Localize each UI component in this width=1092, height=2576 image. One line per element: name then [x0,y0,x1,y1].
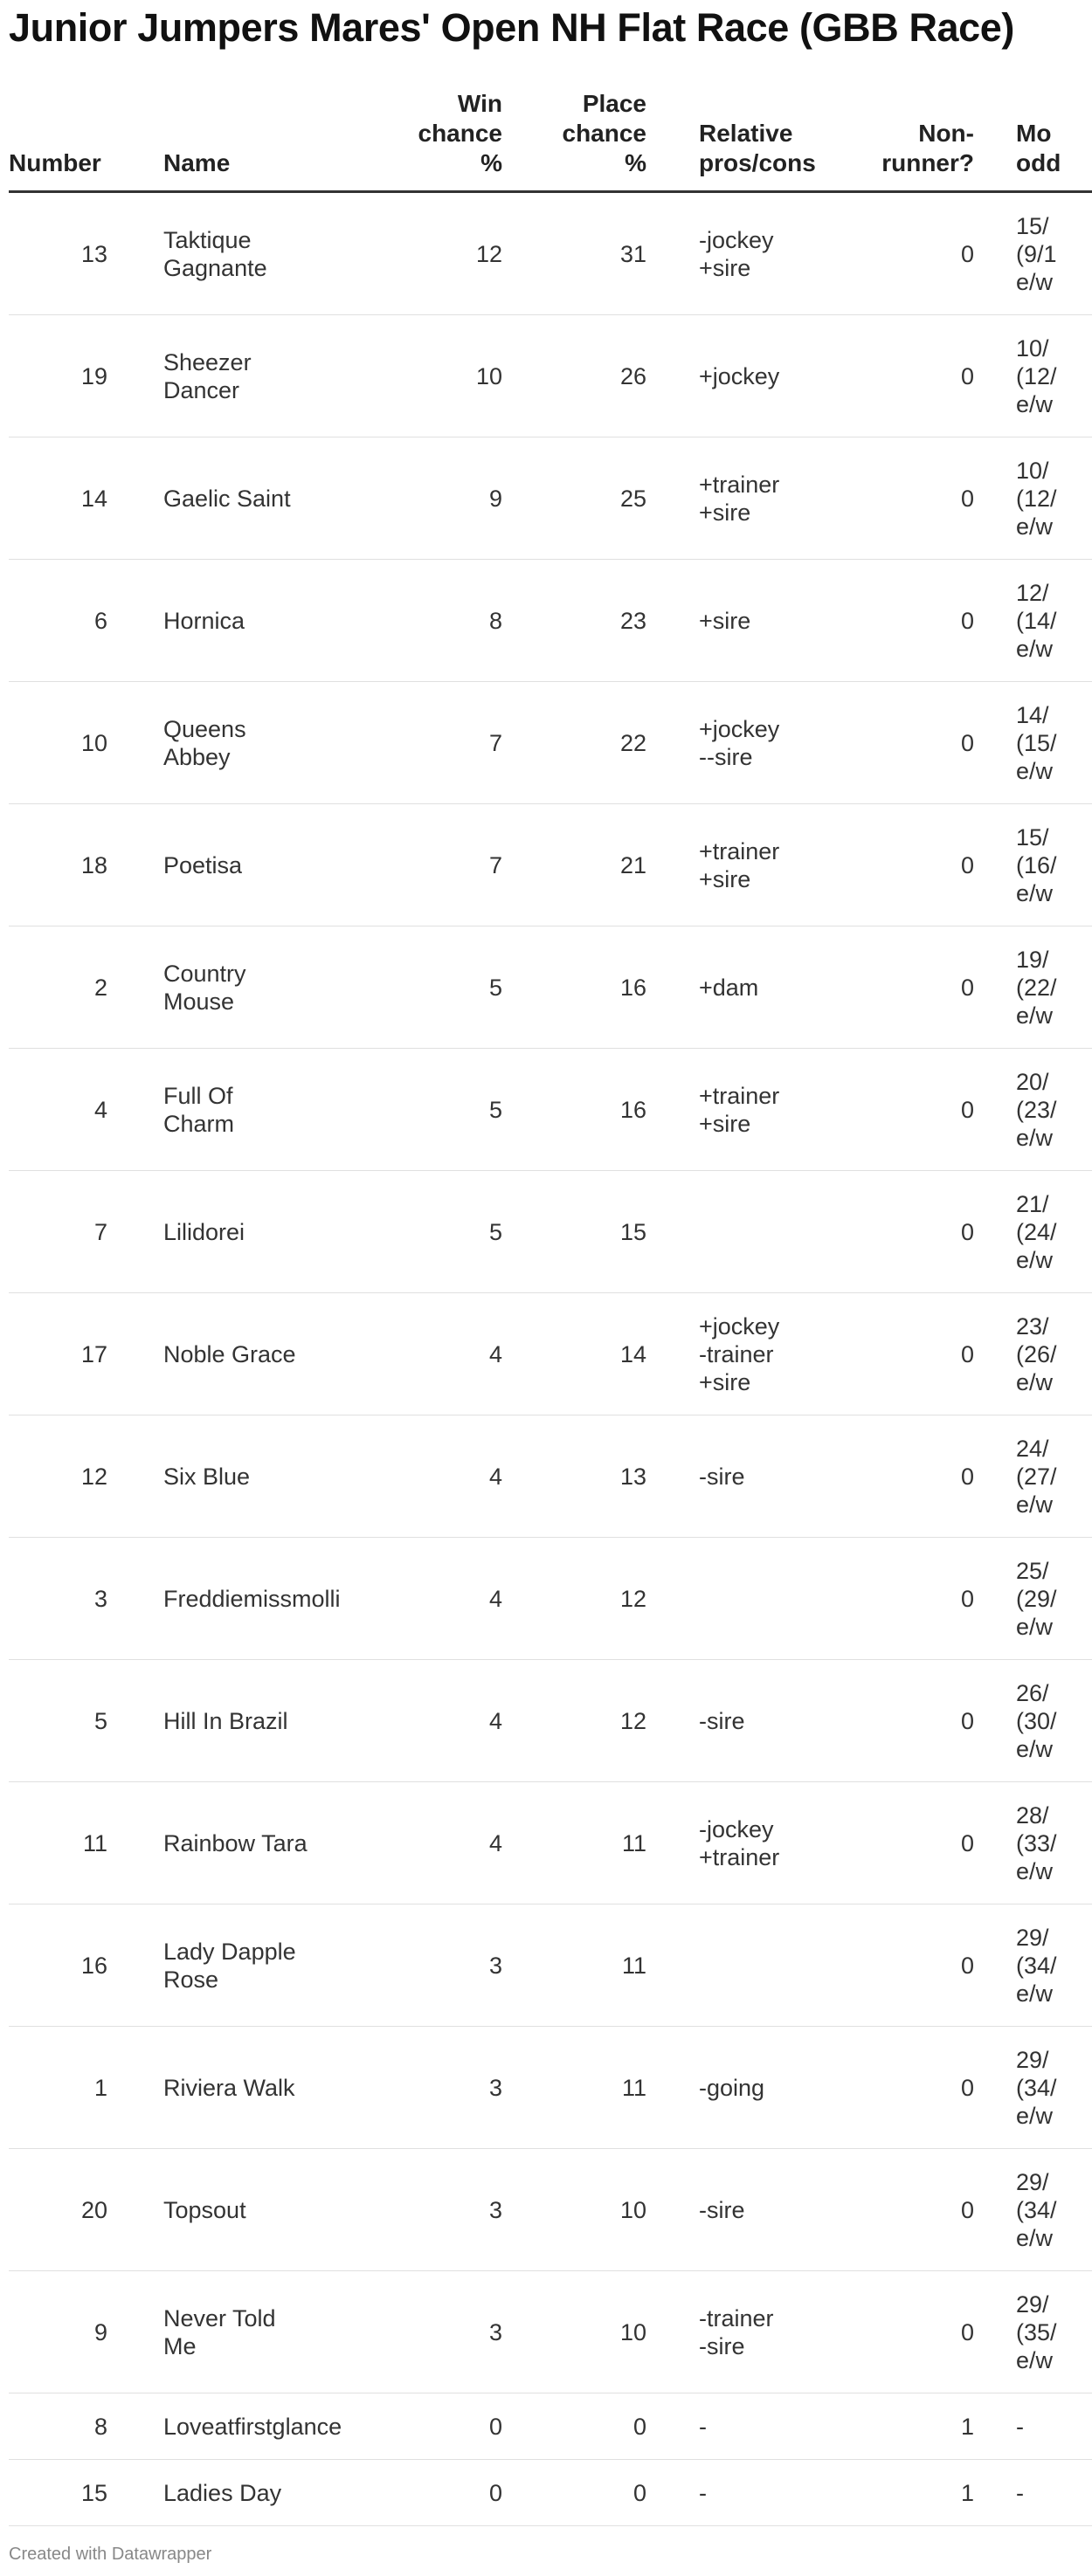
cell-non-runner: 0 [817,1415,974,1538]
cell-relative: -going [646,2027,817,2149]
cell-odds: 19/ (22/ e/w [974,926,1092,1049]
cell-name: Sheezer Dancer [114,315,310,437]
cell-name: Gaelic Saint [114,437,310,560]
cell-win-chance: 0 [310,2393,502,2460]
cell-non-runner: 0 [817,1904,974,2027]
cell-number: 6 [9,560,114,682]
cell-name: Freddiemissmolli [114,1538,310,1660]
cell-win-chance: 12 [310,192,502,315]
column-header-label: Win chance % [418,90,502,176]
cell-relative: -trainer -sire [646,2271,817,2393]
cell-odds: 26/ (30/ e/w [974,1660,1092,1782]
cell-non-runner: 0 [817,926,974,1049]
footer-credit: Created with Datawrapper [9,2545,212,2564]
cell-odds: 29/ (34/ e/w [974,2149,1092,2271]
cell-win-chance: 3 [310,1904,502,2027]
cell-non-runner: 0 [817,682,974,804]
cell-win-chance: 4 [310,1293,502,1415]
cell-number: 17 [9,1293,114,1415]
table-row [9,2271,1092,2393]
cell-place-chance: 16 [502,1049,646,1171]
cell-place-chance: 25 [502,437,646,560]
table-row [9,1049,1092,1171]
cell-relative: - [646,2460,817,2526]
cell-relative: +jockey -trainer +sire [646,1293,817,1415]
column-header-win-chance[interactable] [310,89,502,192]
cell-name: Six Blue [114,1415,310,1538]
cell-place-chance: 14 [502,1293,646,1415]
cell-name: Loveatfirstglance [114,2393,310,2460]
cell-non-runner: 0 [817,315,974,437]
cell-win-chance: 5 [310,1049,502,1171]
cell-relative [646,1538,817,1660]
cell-number: 19 [9,315,114,437]
cell-name: Ladies Day [114,2460,310,2526]
cell-number: 4 [9,1049,114,1171]
column-header-relative[interactable] [646,89,817,192]
cell-place-chance: 11 [502,1904,646,2027]
cell-odds: 10/ (12/ e/w [974,437,1092,560]
cell-non-runner: 0 [817,1782,974,1904]
cell-place-chance: 26 [502,315,646,437]
table-row [9,804,1092,926]
cell-place-chance: 11 [502,2027,646,2149]
column-header-label: Non- runner? [881,120,974,176]
cell-name: Hornica [114,560,310,682]
cell-place-chance: 13 [502,1415,646,1538]
table-row [9,1660,1092,1782]
table-row [9,1538,1092,1660]
table-row [9,926,1092,1049]
column-header-non-runner[interactable] [817,89,974,192]
cell-non-runner: 1 [817,2393,974,2460]
cell-odds: 10/ (12/ e/w [974,315,1092,437]
table-row [9,192,1092,315]
cell-place-chance: 12 [502,1538,646,1660]
cell-odds: 14/ (15/ e/w [974,682,1092,804]
cell-place-chance: 16 [502,926,646,1049]
cell-non-runner: 0 [817,2027,974,2149]
cell-odds: 29/ (34/ e/w [974,2027,1092,2149]
cell-place-chance: 15 [502,1171,646,1293]
cell-win-chance: 3 [310,2027,502,2149]
cell-number: 2 [9,926,114,1049]
cell-odds: 23/ (26/ e/w [974,1293,1092,1415]
cell-non-runner: 0 [817,1293,974,1415]
cell-odds: 15/ (9/1 e/w [974,192,1092,315]
cell-win-chance: 5 [310,926,502,1049]
cell-number: 10 [9,682,114,804]
cell-name: Rainbow Tara [114,1782,310,1904]
table-row [9,315,1092,437]
cell-relative: -sire [646,1415,817,1538]
cell-odds: 12/ (14/ e/w [974,560,1092,682]
cell-number: 16 [9,1904,114,2027]
cell-number: 11 [9,1782,114,1904]
cell-number: 18 [9,804,114,926]
cell-name: Never Told Me [114,2271,310,2393]
table-row [9,437,1092,560]
cell-place-chance: 0 [502,2393,646,2460]
cell-odds: - [974,2460,1092,2526]
cell-win-chance: 8 [310,560,502,682]
cell-odds: 24/ (27/ e/w [974,1415,1092,1538]
cell-number: 7 [9,1171,114,1293]
table-row [9,1293,1092,1415]
cell-number: 3 [9,1538,114,1660]
cell-non-runner: 0 [817,192,974,315]
cell-place-chance: 31 [502,192,646,315]
cell-number: 15 [9,2460,114,2526]
table-row [9,1904,1092,2027]
cell-odds: 29/ (34/ e/w [974,1904,1092,2027]
cell-relative: +jockey [646,315,817,437]
cell-relative: +trainer +sire [646,804,817,926]
cell-number: 14 [9,437,114,560]
cell-relative: +trainer +sire [646,437,817,560]
cell-non-runner: 0 [817,560,974,682]
cell-number: 13 [9,192,114,315]
cell-non-runner: 0 [817,804,974,926]
cell-relative: +sire [646,560,817,682]
page-title: Junior Jumpers Mares' Open NH Flat Race (GBB Race) [9,5,1015,50]
cell-win-chance: 7 [310,682,502,804]
cell-win-chance: 4 [310,1782,502,1904]
cell-name: Poetisa [114,804,310,926]
table-row [9,1782,1092,1904]
cell-number: 5 [9,1660,114,1782]
table-row [9,682,1092,804]
cell-win-chance: 7 [310,804,502,926]
race-table-container [9,89,1066,2526]
cell-place-chance: 10 [502,2271,646,2393]
cell-win-chance: 0 [310,2460,502,2526]
cell-non-runner: 1 [817,2460,974,2526]
cell-place-chance: 23 [502,560,646,682]
cell-win-chance: 10 [310,315,502,437]
cell-relative: - [646,2393,817,2460]
cell-relative: +jockey --sire [646,682,817,804]
cell-number: 12 [9,1415,114,1538]
column-header-label: Name [163,149,231,176]
table-row [9,2393,1092,2460]
cell-non-runner: 0 [817,1660,974,1782]
table-body [9,192,1092,2526]
cell-win-chance: 4 [310,1415,502,1538]
cell-place-chance: 12 [502,1660,646,1782]
cell-non-runner: 0 [817,1049,974,1171]
table-row [9,2027,1092,2149]
cell-odds: 20/ (23/ e/w [974,1049,1092,1171]
cell-relative: -sire [646,1660,817,1782]
cell-place-chance: 11 [502,1782,646,1904]
cell-name: Queens Abbey [114,682,310,804]
cell-odds: 29/ (35/ e/w [974,2271,1092,2393]
cell-non-runner: 0 [817,1538,974,1660]
cell-win-chance: 5 [310,1171,502,1293]
cell-win-chance: 3 [310,2271,502,2393]
cell-relative: -jockey +sire [646,192,817,315]
column-header-label: Mo odd [1016,120,1061,176]
cell-name: Noble Grace [114,1293,310,1415]
cell-odds: 28/ (33/ e/w [974,1782,1092,1904]
column-header-label: Number [9,149,101,176]
cell-relative: +dam [646,926,817,1049]
cell-relative [646,1904,817,2027]
cell-name: Riviera Walk [114,2027,310,2149]
cell-odds: 15/ (16/ e/w [974,804,1092,926]
cell-place-chance: 22 [502,682,646,804]
cell-win-chance: 4 [310,1538,502,1660]
column-header-name[interactable] [114,89,310,192]
cell-odds: - [974,2393,1092,2460]
cell-non-runner: 0 [817,437,974,560]
cell-odds: 21/ (24/ e/w [974,1171,1092,1293]
cell-odds: 25/ (29/ e/w [974,1538,1092,1660]
cell-relative: -sire [646,2149,817,2271]
table-row [9,1415,1092,1538]
column-header-odds[interactable] [974,89,1092,192]
cell-name: Hill In Brazil [114,1660,310,1782]
cell-win-chance: 4 [310,1660,502,1782]
table-row [9,560,1092,682]
column-header-place-chance[interactable] [502,89,646,192]
cell-number: 20 [9,2149,114,2271]
cell-non-runner: 0 [817,2271,974,2393]
cell-relative: +trainer +sire [646,1049,817,1171]
table-row [9,2460,1092,2526]
cell-relative [646,1171,817,1293]
cell-name: Taktique Gagnante [114,192,310,315]
cell-non-runner: 0 [817,2149,974,2271]
cell-place-chance: 0 [502,2460,646,2526]
table-row [9,1171,1092,1293]
cell-number: 8 [9,2393,114,2460]
cell-number: 1 [9,2027,114,2149]
cell-place-chance: 21 [502,804,646,926]
cell-name: Country Mouse [114,926,310,1049]
race-table [9,89,1092,2526]
cell-place-chance: 10 [502,2149,646,2271]
cell-number: 9 [9,2271,114,2393]
cell-win-chance: 9 [310,437,502,560]
column-header-label: Relative pros/cons [699,120,816,176]
cell-non-runner: 0 [817,1171,974,1293]
cell-relative: -jockey +trainer [646,1782,817,1904]
table-header [9,89,1092,192]
cell-name: Lady Dapple Rose [114,1904,310,2027]
cell-name: Lilidorei [114,1171,310,1293]
column-header-number[interactable] [9,89,114,192]
column-header-label: Place chance % [562,90,646,176]
cell-name: Topsout [114,2149,310,2271]
table-row [9,2149,1092,2271]
cell-win-chance: 3 [310,2149,502,2271]
cell-name: Full Of Charm [114,1049,310,1171]
